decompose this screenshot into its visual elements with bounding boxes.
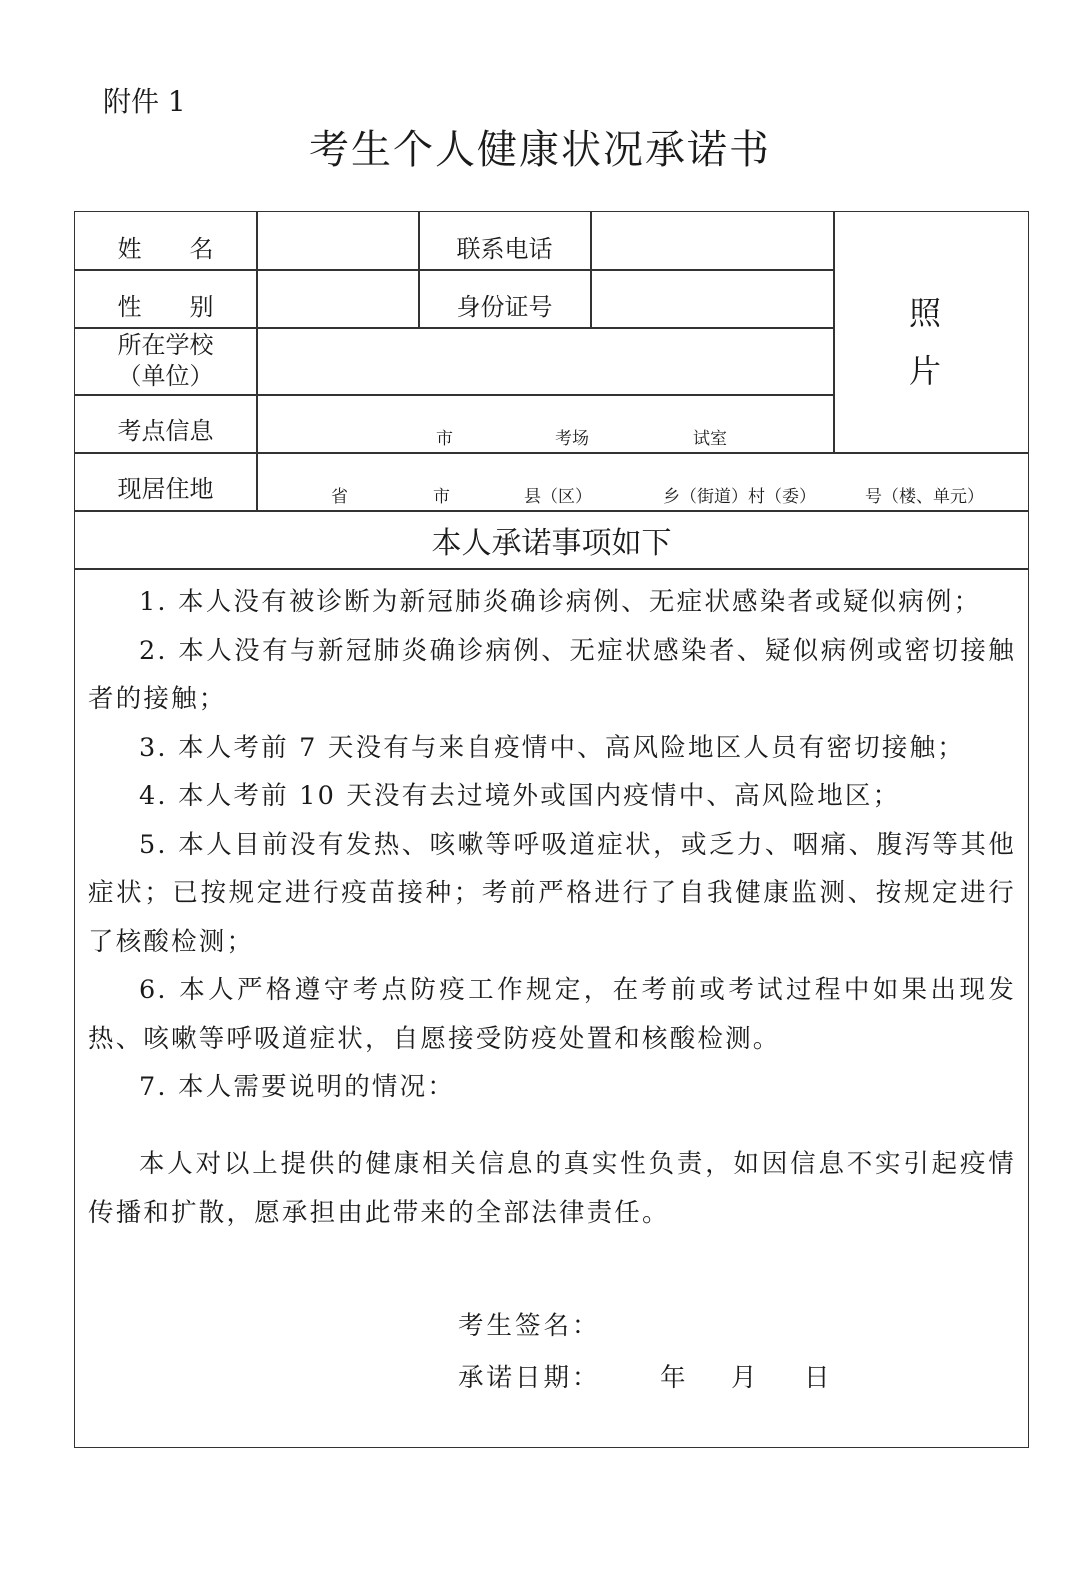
attachment-label: 附件 1 bbox=[103, 85, 186, 118]
signature-label: 考生签名： bbox=[458, 1311, 601, 1341]
commitment-item: 1. 本人没有被诊断为新冠肺炎确诊病例、无症状感染者或疑似病例； bbox=[139, 587, 982, 617]
signature-field[interactable] bbox=[600, 1302, 900, 1342]
commitment-item: 3. 本人考前 7 天没有与来自疫情中、高风险地区人员有密切接触； bbox=[139, 732, 965, 763]
commitments-list bbox=[88, 578, 1016, 1112]
exam-room-label: 试室 bbox=[693, 429, 727, 449]
residence-label: 现居住地 bbox=[117, 475, 214, 504]
residence-city-label: 市 bbox=[433, 487, 450, 507]
commitments-heading: 本人承诺事项如下 bbox=[431, 526, 672, 561]
school-label-line1: 所在学校 bbox=[117, 331, 214, 359]
exam-info-field[interactable] bbox=[258, 396, 832, 451]
date-day-label: 日 bbox=[804, 1363, 830, 1393]
residence-province-label: 省 bbox=[331, 487, 348, 507]
gender-label: 性 别 bbox=[117, 293, 214, 322]
residence-town-label: 乡（街道）村（委） bbox=[663, 487, 816, 507]
photo-label-char1: 照 bbox=[908, 294, 941, 332]
commitment-item: 7. 本人需要说明的情况： bbox=[139, 1072, 456, 1102]
id-number-label: 身份证号 bbox=[456, 293, 553, 322]
declaration-text: 本人对以上提供的健康相关信息的真实性负责，如因信息不实引起疫情传播和扩散，愿承担由此带来的全部法律责任。 bbox=[88, 1149, 1016, 1228]
commitment-item: 6. 本人严格遵守考点防疫工作规定，在考前或考试过程中如果出现发热、咳嗽等呼吸道症状，自愿接受防疫处置和核酸检测。 bbox=[88, 975, 1016, 1054]
exam-site-label: 考场 bbox=[555, 429, 589, 449]
date-year-label: 年 bbox=[660, 1363, 686, 1393]
name-field[interactable] bbox=[258, 213, 417, 268]
row-divider bbox=[75, 568, 1028, 570]
commitment-item: 5. 本人目前没有发热、咳嗽等呼吸道症状，或乏力、咽痛、腹泻等其他症状；已按规定进行疫苗接种；考前严格进行了自我健康监测、按规定进行了核酸检测； bbox=[88, 829, 1016, 957]
commitment-item: 2. 本人没有与新冠肺炎确诊病例、无症状感染者、疑似病例或密切接触者的接触； bbox=[88, 635, 1016, 714]
phone-field[interactable] bbox=[592, 213, 832, 268]
gender-field[interactable] bbox=[258, 271, 417, 326]
phone-label: 联系电话 bbox=[456, 235, 553, 264]
exam-city-label: 市 bbox=[436, 429, 453, 449]
exam-info-label: 考点信息 bbox=[117, 417, 214, 446]
photo-label-char2: 片 bbox=[908, 352, 941, 390]
date-month-label: 月 bbox=[731, 1363, 757, 1393]
residence-county-label: 县（区） bbox=[524, 487, 592, 507]
name-label: 姓 名 bbox=[117, 235, 214, 264]
school-field[interactable] bbox=[258, 329, 832, 393]
school-label-line2: （单位） bbox=[117, 362, 214, 390]
school-label bbox=[75, 328, 256, 394]
residence-number-label: 号（楼、单元） bbox=[865, 487, 984, 507]
page-title: 考生个人健康状况承诺书 bbox=[309, 127, 771, 173]
date-label: 承诺日期： bbox=[458, 1363, 601, 1393]
id-number-field[interactable] bbox=[592, 271, 832, 326]
commitment-item: 4. 本人考前 10 天没有去过境外或国内疫情中、高风险地区； bbox=[139, 781, 901, 811]
